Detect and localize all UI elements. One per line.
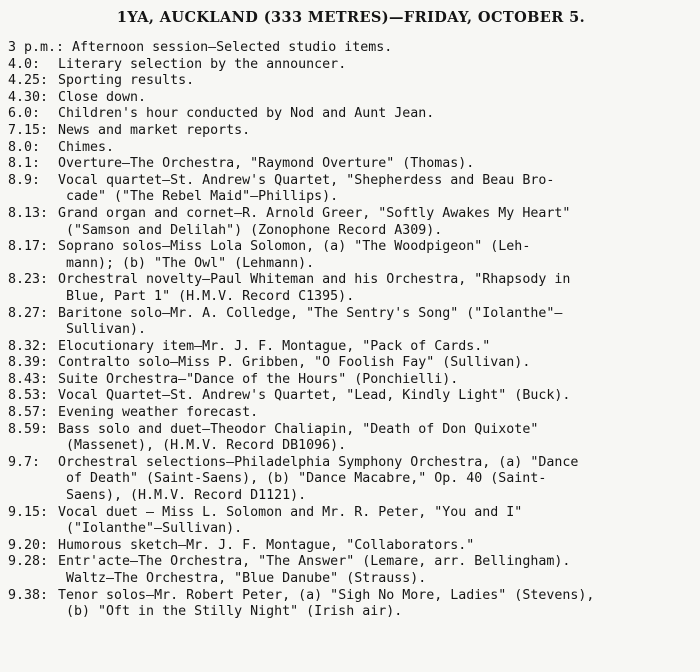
entry-text — [58, 505, 694, 538]
programme-entry — [8, 355, 694, 372]
entry-time: 8.59: — [8, 421, 49, 437]
entry-line: cade" ("The Rebel Maid"—Phillips). — [66, 189, 339, 205]
entry-line: Sullivan). — [66, 322, 147, 338]
programme-list — [8, 40, 694, 621]
entry-line: Humorous sketch—Mr. J. F. Montague, "Collaborators." — [58, 537, 475, 553]
entry-line: Orchestral selections—Philadelphia Symphony Orchestra, (a) "Dance — [58, 454, 579, 470]
entry-time: 9.38: — [8, 587, 49, 603]
entry-time: 7.15: — [8, 122, 49, 138]
entry-time: 8.13: — [8, 205, 49, 221]
entry-line: Vocal quartet—St. Andrew's Quartet, "Shepherdess and Beau Bro- — [58, 172, 555, 188]
programme-entry — [8, 57, 694, 74]
programme-entry — [8, 372, 694, 389]
programme-entry — [8, 505, 694, 538]
entry-line: Entr'acte—The Orchestra, "The Answer" (Lemare, arr. Bellingham). — [58, 554, 571, 570]
entry-text — [72, 40, 694, 57]
entry-time: 9.28: — [8, 554, 49, 570]
entry-text — [58, 123, 694, 140]
entry-time: 8.57: — [8, 405, 49, 421]
programme-entry — [8, 90, 694, 107]
programme-entry — [8, 388, 694, 405]
entry-line: Elocutionary item—Mr. J. F. Montague, "Pack of Cards." — [58, 338, 491, 354]
entry-text — [58, 388, 694, 405]
entry-text — [58, 455, 694, 505]
entry-time: 8.27: — [8, 305, 49, 321]
entry-time: 8.39: — [8, 355, 49, 371]
programme-entry — [8, 140, 694, 157]
entry-text — [58, 405, 694, 422]
entry-text — [58, 306, 694, 339]
programme-entry — [8, 239, 694, 272]
entry-time: 9.15: — [8, 504, 49, 520]
entry-time: 4.25: — [8, 73, 49, 89]
entry-line: Overture—The Orchestra, "Raymond Overture" (Thomas). — [58, 156, 475, 172]
entry-text — [58, 106, 694, 123]
programme-entry — [8, 455, 694, 505]
entry-line: Sporting results. — [58, 73, 195, 89]
entry-text — [58, 206, 694, 239]
programme-entry — [8, 588, 694, 621]
entry-line: Baritone solo—Mr. A. Colledge, "The Sentry's Song" ("Iolanthe"— — [58, 305, 563, 321]
entry-line: Suite Orchestra—"Dance of the Hours" (Ponchielli). — [58, 371, 459, 387]
entry-time: 4.0: — [8, 56, 41, 72]
entry-time: 6.0: — [8, 106, 41, 122]
entry-line: Vocal duet — Miss L. Solomon and Mr. R. Peter, "You and I" — [58, 504, 523, 520]
entry-time: 8.0: — [8, 139, 41, 155]
entry-line: ("Iolanthe"—Sullivan). — [66, 521, 243, 537]
entry-line: Tenor solos—Mr. Robert Peter, (a) "Sigh No More, Ladies" (Stevens), — [58, 587, 595, 603]
entry-text — [58, 538, 694, 555]
entry-line: Orchestral novelty—Paul Whiteman and his Orchestra, "Rhapsody in — [58, 272, 571, 288]
programme-entry — [8, 306, 694, 339]
programme-entry — [8, 272, 694, 305]
programme-entry — [8, 73, 694, 90]
entry-line: News and market reports. — [58, 122, 251, 138]
entry-text — [58, 57, 694, 74]
entry-text — [58, 156, 694, 173]
entry-line: ("Samson and Delilah") (Zonophone Record A309). — [66, 222, 443, 238]
entry-line: Close down. — [58, 89, 147, 105]
entry-text — [58, 239, 694, 272]
entry-line: Literary selection by the announcer. — [58, 56, 347, 72]
programme-entry — [8, 106, 694, 123]
entry-text — [58, 554, 694, 587]
entry-text — [58, 73, 694, 90]
entry-time: 8.43: — [8, 371, 49, 387]
entry-time: 8.23: — [8, 272, 49, 288]
entry-line: Bass solo and duet—Theodor Chaliapin, "Death of Don Quixote" — [58, 421, 539, 437]
entry-text — [58, 355, 694, 372]
entry-line: mann); (b) "The Owl" (Lehmann). — [66, 255, 315, 271]
entry-line: Contralto solo—Miss P. Gribben, "O Foolish Fay" (Sullivan). — [58, 355, 531, 371]
entry-text — [58, 90, 694, 107]
entry-time: 8.32: — [8, 338, 49, 354]
programme-entry — [8, 40, 694, 57]
entry-time: 3 p.m.: — [8, 40, 65, 55]
entry-line: (Massenet), (H.M.V. Record DB1096). — [66, 438, 347, 454]
entry-line: Children's hour conducted by Nod and Aunt Jean. — [58, 106, 435, 122]
programme-entry — [8, 123, 694, 140]
programme-entry — [8, 554, 694, 587]
entry-line: Chimes. — [58, 139, 115, 155]
programme-entry — [8, 156, 694, 173]
entry-text — [58, 372, 694, 389]
entry-line: Evening weather forecast. — [58, 405, 259, 421]
entry-line: of Death" (Saint-Saens), (b) "Dance Macabre," Op. 40 (Saint- — [66, 471, 547, 487]
page-title: 1YA, AUCKLAND (333 METRES)—FRIDAY, OCTOBER 5. — [116, 9, 586, 26]
entry-text — [58, 422, 694, 455]
entry-text — [58, 140, 694, 157]
entry-text — [58, 339, 694, 356]
programme-entry — [8, 405, 694, 422]
entry-line: Waltz—The Orchestra, "Blue Danube" (Strauss). — [66, 571, 427, 586]
entry-line: Saens), (H.M.V. Record D1121). — [66, 488, 307, 504]
programme-entry — [8, 422, 694, 455]
entry-time: 4.30: — [8, 89, 49, 105]
programme-entry — [8, 173, 694, 206]
entry-line: Soprano solos—Miss Lola Solomon, (a) "The Woodpigeon" (Leh- — [58, 239, 531, 255]
entry-time: 8.17: — [8, 239, 49, 255]
entry-time: 8.53: — [8, 388, 49, 404]
programme-entry — [8, 206, 694, 239]
entry-line: Blue, Part 1" (H.M.V. Record C1395). — [66, 288, 355, 304]
entry-line: Grand organ and cornet—R. Arnold Greer, "Softly Awakes My Heart" — [58, 205, 571, 221]
programme-entry — [8, 538, 694, 555]
entry-time: 9.7: — [8, 454, 41, 470]
entry-text — [58, 588, 694, 621]
entry-text — [58, 272, 694, 305]
programme-entry — [8, 339, 694, 356]
entry-time: 8.9: — [8, 172, 41, 188]
entry-text — [58, 173, 694, 206]
entry-time: 9.20: — [8, 537, 49, 553]
entry-line: Vocal Quartet—St. Andrew's Quartet, "Lead, Kindly Light" (Buck). — [58, 388, 571, 404]
entry-line: Afternoon session—Selected studio items. — [72, 40, 393, 55]
entry-time: 8.1: — [8, 156, 41, 172]
entry-line: (b) "Oft in the Stilly Night" (Irish air). — [66, 604, 403, 620]
